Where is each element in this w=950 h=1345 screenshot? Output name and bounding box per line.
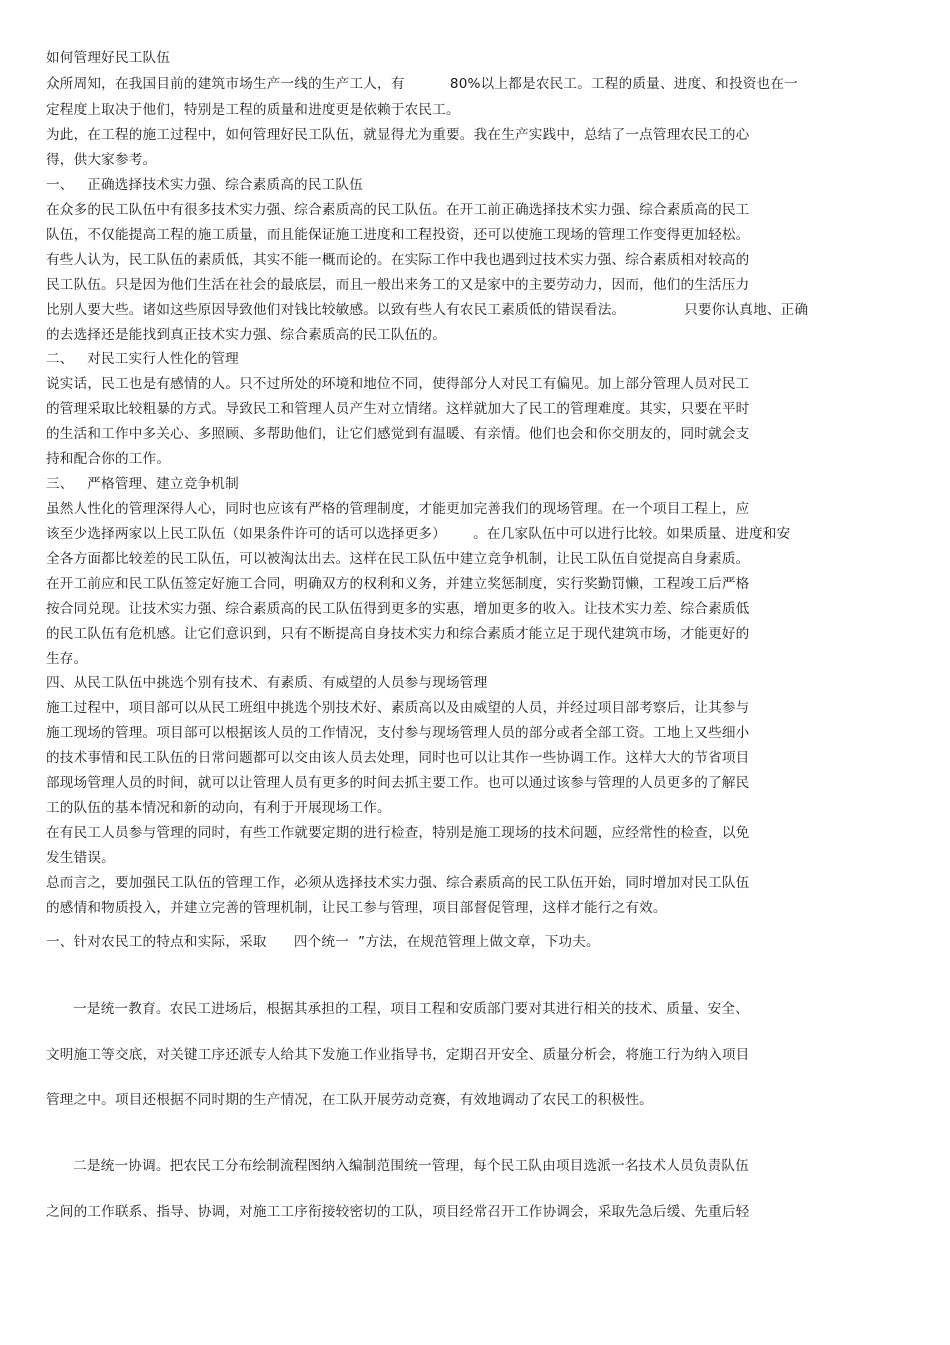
doc-line: 如何管理好民工队伍 <box>46 50 171 66</box>
doc-line: 的技术事情和民工队伍的日常问题都可以交由该人员去处理，同时也可以让其作一些协调工作。这样大大的节省项目 <box>46 750 750 766</box>
doc-line: 施工现场的管理。项目部可以根据该人员的工作情况，支付参与现场管理人员的部分或者全部工资。工地上又些细小 <box>46 725 750 741</box>
doc-line: 生存。 <box>46 651 88 667</box>
doc-line: 一是统一教育。农民工进场后，根据其承担的工程，项目工程和安质部门要对其进行相关的技术、质量、安全、 <box>46 1001 750 1017</box>
doc-line: 的管理采取比较粗暴的方式。导致民工和管理人员产生对立情绪。这样就加大了民工的管理难度。其实，只要在平时 <box>46 401 750 417</box>
doc-line: 四、从民工队伍中挑选个别有技术、有素质、有威望的人员参与现场管理 <box>46 675 488 691</box>
doc-line: 施工过程中，项目部可以从民工班组中挑选个别技术好、素质高以及由威望的人员，并经过项目部考察后，让其参与 <box>46 700 750 716</box>
doc-line: 二是统一协调。把农民工分布绘制流程图纳入编制范围统一管理，每个民工队由项目选派一名技术人员负责队伍 <box>46 1158 750 1174</box>
doc-line: 管理之中。项目还根据不同时期的生产情况，在工队开展劳动竞赛，有效地调动了农民工的积极性。 <box>46 1092 653 1108</box>
doc-line: 队伍，不仅能提高工程的施工质量，而且能保证施工进度和工程投资，还可以使施工现场的管理工作变得更加轻松。 <box>46 227 750 243</box>
doc-line: 众所周知，在我国目前的建筑市场生产一线的生产工人，有 80%以上都是农民工。工程的质量、进度、和投资也在一 <box>46 76 798 92</box>
doc-line: 一、针对农民工的特点和实际，采取 四个统一 ”方法，在规范管理上做文章，下功夫。 <box>46 934 600 950</box>
doc-line: 的去选择还是能找到真正技术实力强、综合素质高的民工队伍的。 <box>46 327 447 343</box>
doc-line: 说实话，民工也是有感情的人。只不过所处的环境和地位不同，使得部分人对民工有偏见。加上部分管理人员对民工 <box>46 376 750 392</box>
doc-line: 为此，在工程的施工过程中，如何管理好民工队伍，就显得尤为重要。我在生产实践中，总结了一点管理农民工的心 <box>46 127 750 143</box>
doc-line: 部现场管理人员的时间，就可以让管理人员有更多的时间去抓主要工作。也可以通过该参与管理的人员更多的了解民 <box>46 775 750 791</box>
doc-line: 的生活和工作中多关心、多照顾、多帮助他们，让它们感觉到有温暖、有亲情。他们也会和你交朋友的，同时就会支 <box>46 426 750 442</box>
doc-line: 一、 正确选择技术实力强、综合素质高的民工队伍 <box>46 177 364 193</box>
doc-line: 在有民工人员参与管理的同时，有些工作就要定期的进行检查，特别是施工现场的技术问题，应经常性的检查，以免 <box>46 825 750 841</box>
doc-line: 该至少选择两家以上民工队伍（如果条件许可的话可以选择更多） 。在几家队伍中可以进行比较。如果质量、进度和安 <box>46 526 791 542</box>
doc-line: 比别人要大些。诸如这些原因导致他们对钱比较敏感。以致有些人有农民工素质低的错误看法。 只要你认真地、正确 <box>46 302 809 318</box>
doc-line: 全各方面都比较差的民工队伍，可以被淘汰出去。这样在民工队伍中建立竞争机制，让民工队伍自觉提高自身素质。 <box>46 551 750 567</box>
doc-line: 之间的工作联系、指导、协调，对施工工序衔接较密切的工队，项目经常召开工作协调会，采取先急后缓、先重后轻 <box>46 1204 750 1220</box>
doc-line: 在众多的民工队伍中有很多技术实力强、综合素质高的民工队伍。在开工前正确选择技术实力强、综合素质高的民工 <box>46 202 750 218</box>
doc-line: 有些人认为，民工队伍的素质低，其实不能一概而论的。在实际工作中我也遇到过技术实力强、综合素质相对较高的 <box>46 252 750 268</box>
doc-line: 工的队伍的基本情况和新的动向，有利于开展现场工作。 <box>46 800 391 816</box>
doc-line: 持和配合你的工作。 <box>46 451 171 467</box>
doc-line: 三、 严格管理、建立竞争机制 <box>46 476 239 492</box>
doc-line: 按合同兑现。让技术实力强、综合素质高的民工队伍得到更多的实惠，增加更多的收入。让技术实力差、综合素质低 <box>46 601 750 617</box>
doc-line: 在开工前应和民工队伍签定好施工合同，明确双方的权利和义务，并建立奖惩制度，实行奖勤罚懒，工程竣工后严格 <box>46 576 750 592</box>
doc-line: 文明施工等交底，对关键工序还派专人给其下发施工作业指导书，定期召开安全、质量分析会，将施工行为纳入项目 <box>46 1047 750 1063</box>
doc-line: 定程度上取决于他们，特别是工程的质量和进度更是依赖于农民工。 <box>46 102 460 118</box>
doc-line: 总而言之，要加强民工队伍的管理工作，必须从选择技术实力强、综合素质高的民工队伍开始，同时增加对民工队伍 <box>46 875 750 891</box>
doc-line: 的民工队伍有危机感。让它们意识到，只有不断提高自身技术实力和综合素质才能立足于现代建筑市场，才能更好的 <box>46 626 750 642</box>
doc-line: 发生错误。 <box>46 850 115 866</box>
doc-line: 民工队伍。只是因为他们生活在社会的最底层，而且一般出来务工的又是家中的主要劳动力，因而，他们的生活压力 <box>46 277 750 293</box>
doc-line: 得，供大家参考。 <box>46 152 157 168</box>
doc-line: 虽然人性化的管理深得人心，同时也应该有严格的管理制度，才能更加完善我们的现场管理。在一个项目工程上，应 <box>46 501 750 517</box>
doc-line: 的感情和物质投入，并建立完善的管理机制，让民工参与管理，项目部督促管理，这样才能行之有效。 <box>46 900 667 916</box>
doc-line: 二、 对民工实行人性化的管理 <box>46 351 239 367</box>
